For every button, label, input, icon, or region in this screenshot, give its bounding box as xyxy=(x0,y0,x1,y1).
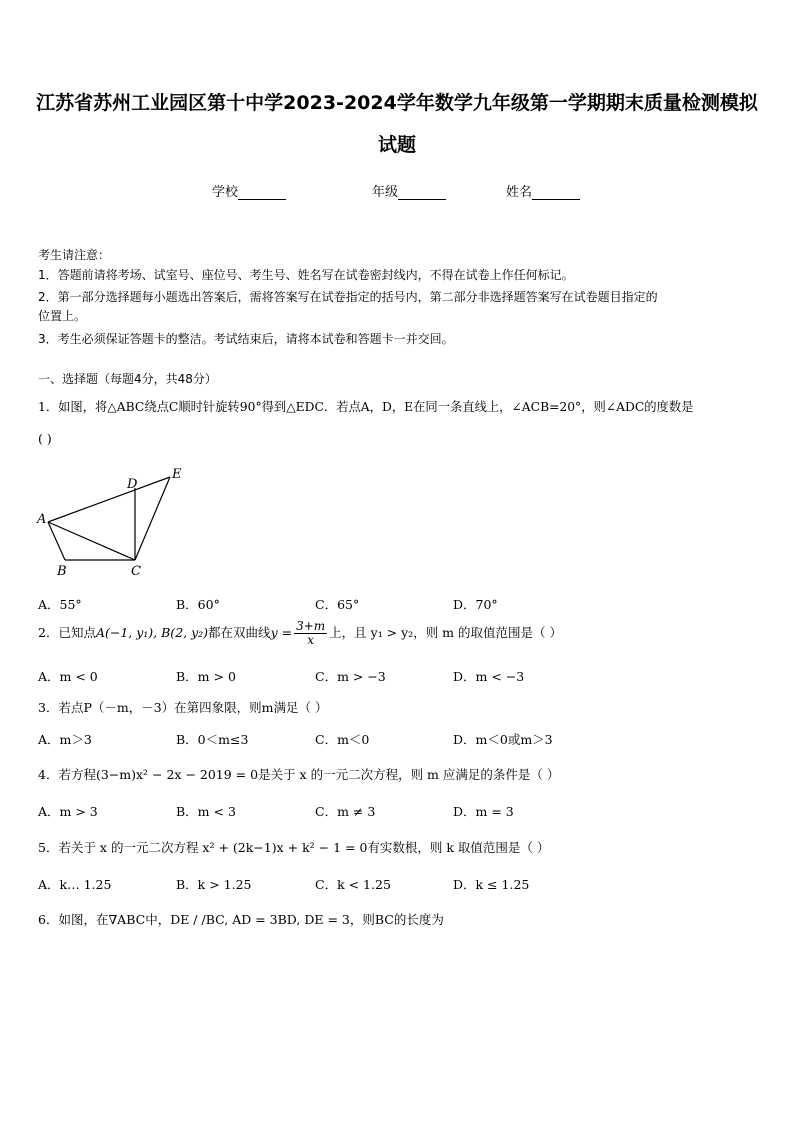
q3-text: 3．若点P（－m，－3）在第四象限，则m满足（ ） xyxy=(38,700,328,715)
label-D: D xyxy=(127,477,138,492)
q2-option-d[interactable]: D．m < −3 xyxy=(453,669,525,684)
q1-option-b[interactable]: B．60° xyxy=(176,597,220,612)
q2-option-c[interactable]: C．m > −3 xyxy=(315,669,386,684)
q1-option-d[interactable]: D．70° xyxy=(453,597,498,612)
label-E: E xyxy=(172,467,182,482)
label-A: A xyxy=(37,512,47,527)
q5-option-c[interactable]: C．k < 1.25 xyxy=(315,877,391,892)
q2-fraction xyxy=(294,620,327,647)
q5-option-b[interactable]: B．k > 1.25 xyxy=(176,877,252,892)
line-EC xyxy=(135,477,170,560)
q1-text: 1．如图，将△ABC绕点C顺时针旋转90°得到△EDC．若点A，D，E在同一条直线上，∠ACB=20°，则∠ADC的度数是 xyxy=(38,400,694,414)
label-B: B xyxy=(57,564,67,579)
q2-text xyxy=(38,620,562,647)
q2-points: A(−1, y₁), B(2, y₂) xyxy=(95,625,209,640)
q1-paren: ( ) xyxy=(38,431,52,446)
line-AE xyxy=(48,477,170,522)
q3-option-c[interactable]: C．m＜0 xyxy=(315,732,370,747)
q2-option-a[interactable]: A．m < 0 xyxy=(38,669,98,684)
q5-option-d[interactable]: D．k ≤ 1.25 xyxy=(453,877,530,892)
q1-option-c[interactable]: C．65° xyxy=(315,597,360,612)
q4-option-c[interactable]: C．m ≠ 3 xyxy=(315,804,376,819)
q3-option-a[interactable]: A．m＞3 xyxy=(38,732,92,747)
figure-lines xyxy=(48,477,170,560)
name-blank[interactable] xyxy=(532,186,580,200)
notice-item-2-cont: 位置上。 xyxy=(38,309,87,323)
q3-option-b[interactable]: B．0＜m≤3 xyxy=(176,732,249,747)
q4-option-d[interactable]: D．m = 3 xyxy=(453,804,514,819)
q4-option-b[interactable]: B．m < 3 xyxy=(176,804,236,819)
q4-text: 4．若方程(3−m)x² − 2x − 2019 = 0是关于 x 的一元二次方程，则 m 应满足的条件是（ ） xyxy=(38,767,560,782)
notice-item-2: 2．第一部分选择题每小题选出答案后，需将答案写在试卷指定的括号内，第二部分非选择题答案写在试卷题目指定的 xyxy=(38,290,658,304)
q5-text: 5．若关于 x 的一元二次方程 x² + (2k−1)x + k² − 1 = 0有实数根，则 k 取值范围是（ ） xyxy=(38,840,550,855)
name-field xyxy=(506,181,580,200)
q2-numerator: 3+m xyxy=(296,619,326,633)
name-label: 姓名 xyxy=(506,185,533,200)
triangle-figure xyxy=(30,462,200,582)
q2-post: 上，且 y₁ > y₂，则 m 的取值范围是（ ） xyxy=(329,625,562,640)
label-C: C xyxy=(131,564,141,579)
grade-label: 年级 xyxy=(372,185,399,200)
q6-text: 6．如图，在∇ABC中，DE / /BC, AD = 3BD, DE = 3，则BC的长度为 xyxy=(38,912,444,927)
page-title-line1: 江苏省苏州工业园区第十中学2023-2024学年数学九年级第一学期期末质量检测模拟 xyxy=(36,92,758,114)
q2-mid: 都在双曲线 xyxy=(208,625,271,640)
q3-option-d[interactable]: D．m＜0或m＞3 xyxy=(453,732,553,747)
notice-item-3: 3．考生必须保证答题卡的整洁。考试结束后，请将本试卷和答题卡一并交回。 xyxy=(38,332,454,346)
q2-option-b[interactable]: B．m > 0 xyxy=(176,669,236,684)
grade-field xyxy=(372,181,446,200)
q1-option-a[interactable]: A．55° xyxy=(38,597,82,612)
school-field xyxy=(212,181,286,200)
q2-pre: 2．已知点 xyxy=(38,625,96,640)
school-label: 学校 xyxy=(212,185,239,200)
q2-y-eq: y = xyxy=(270,625,293,640)
q5-option-a[interactable]: A．k… 1.25 xyxy=(38,877,112,892)
notice-item-1: 1．答题前请将考场、试室号、座位号、考生号、姓名写在试卷密封线内，不得在试卷上作任何标记。 xyxy=(38,268,574,282)
line-AC xyxy=(48,522,135,560)
q4-option-a[interactable]: A．m > 3 xyxy=(38,804,98,819)
notice-heading: 考生请注意： xyxy=(38,248,111,262)
q2-denominator: x xyxy=(307,633,314,647)
grade-blank[interactable] xyxy=(398,186,446,200)
school-blank[interactable] xyxy=(238,186,286,200)
section-heading: 一、选择题（每题4分，共48分） xyxy=(38,372,217,386)
page-title-line2: 试题 xyxy=(377,134,416,156)
